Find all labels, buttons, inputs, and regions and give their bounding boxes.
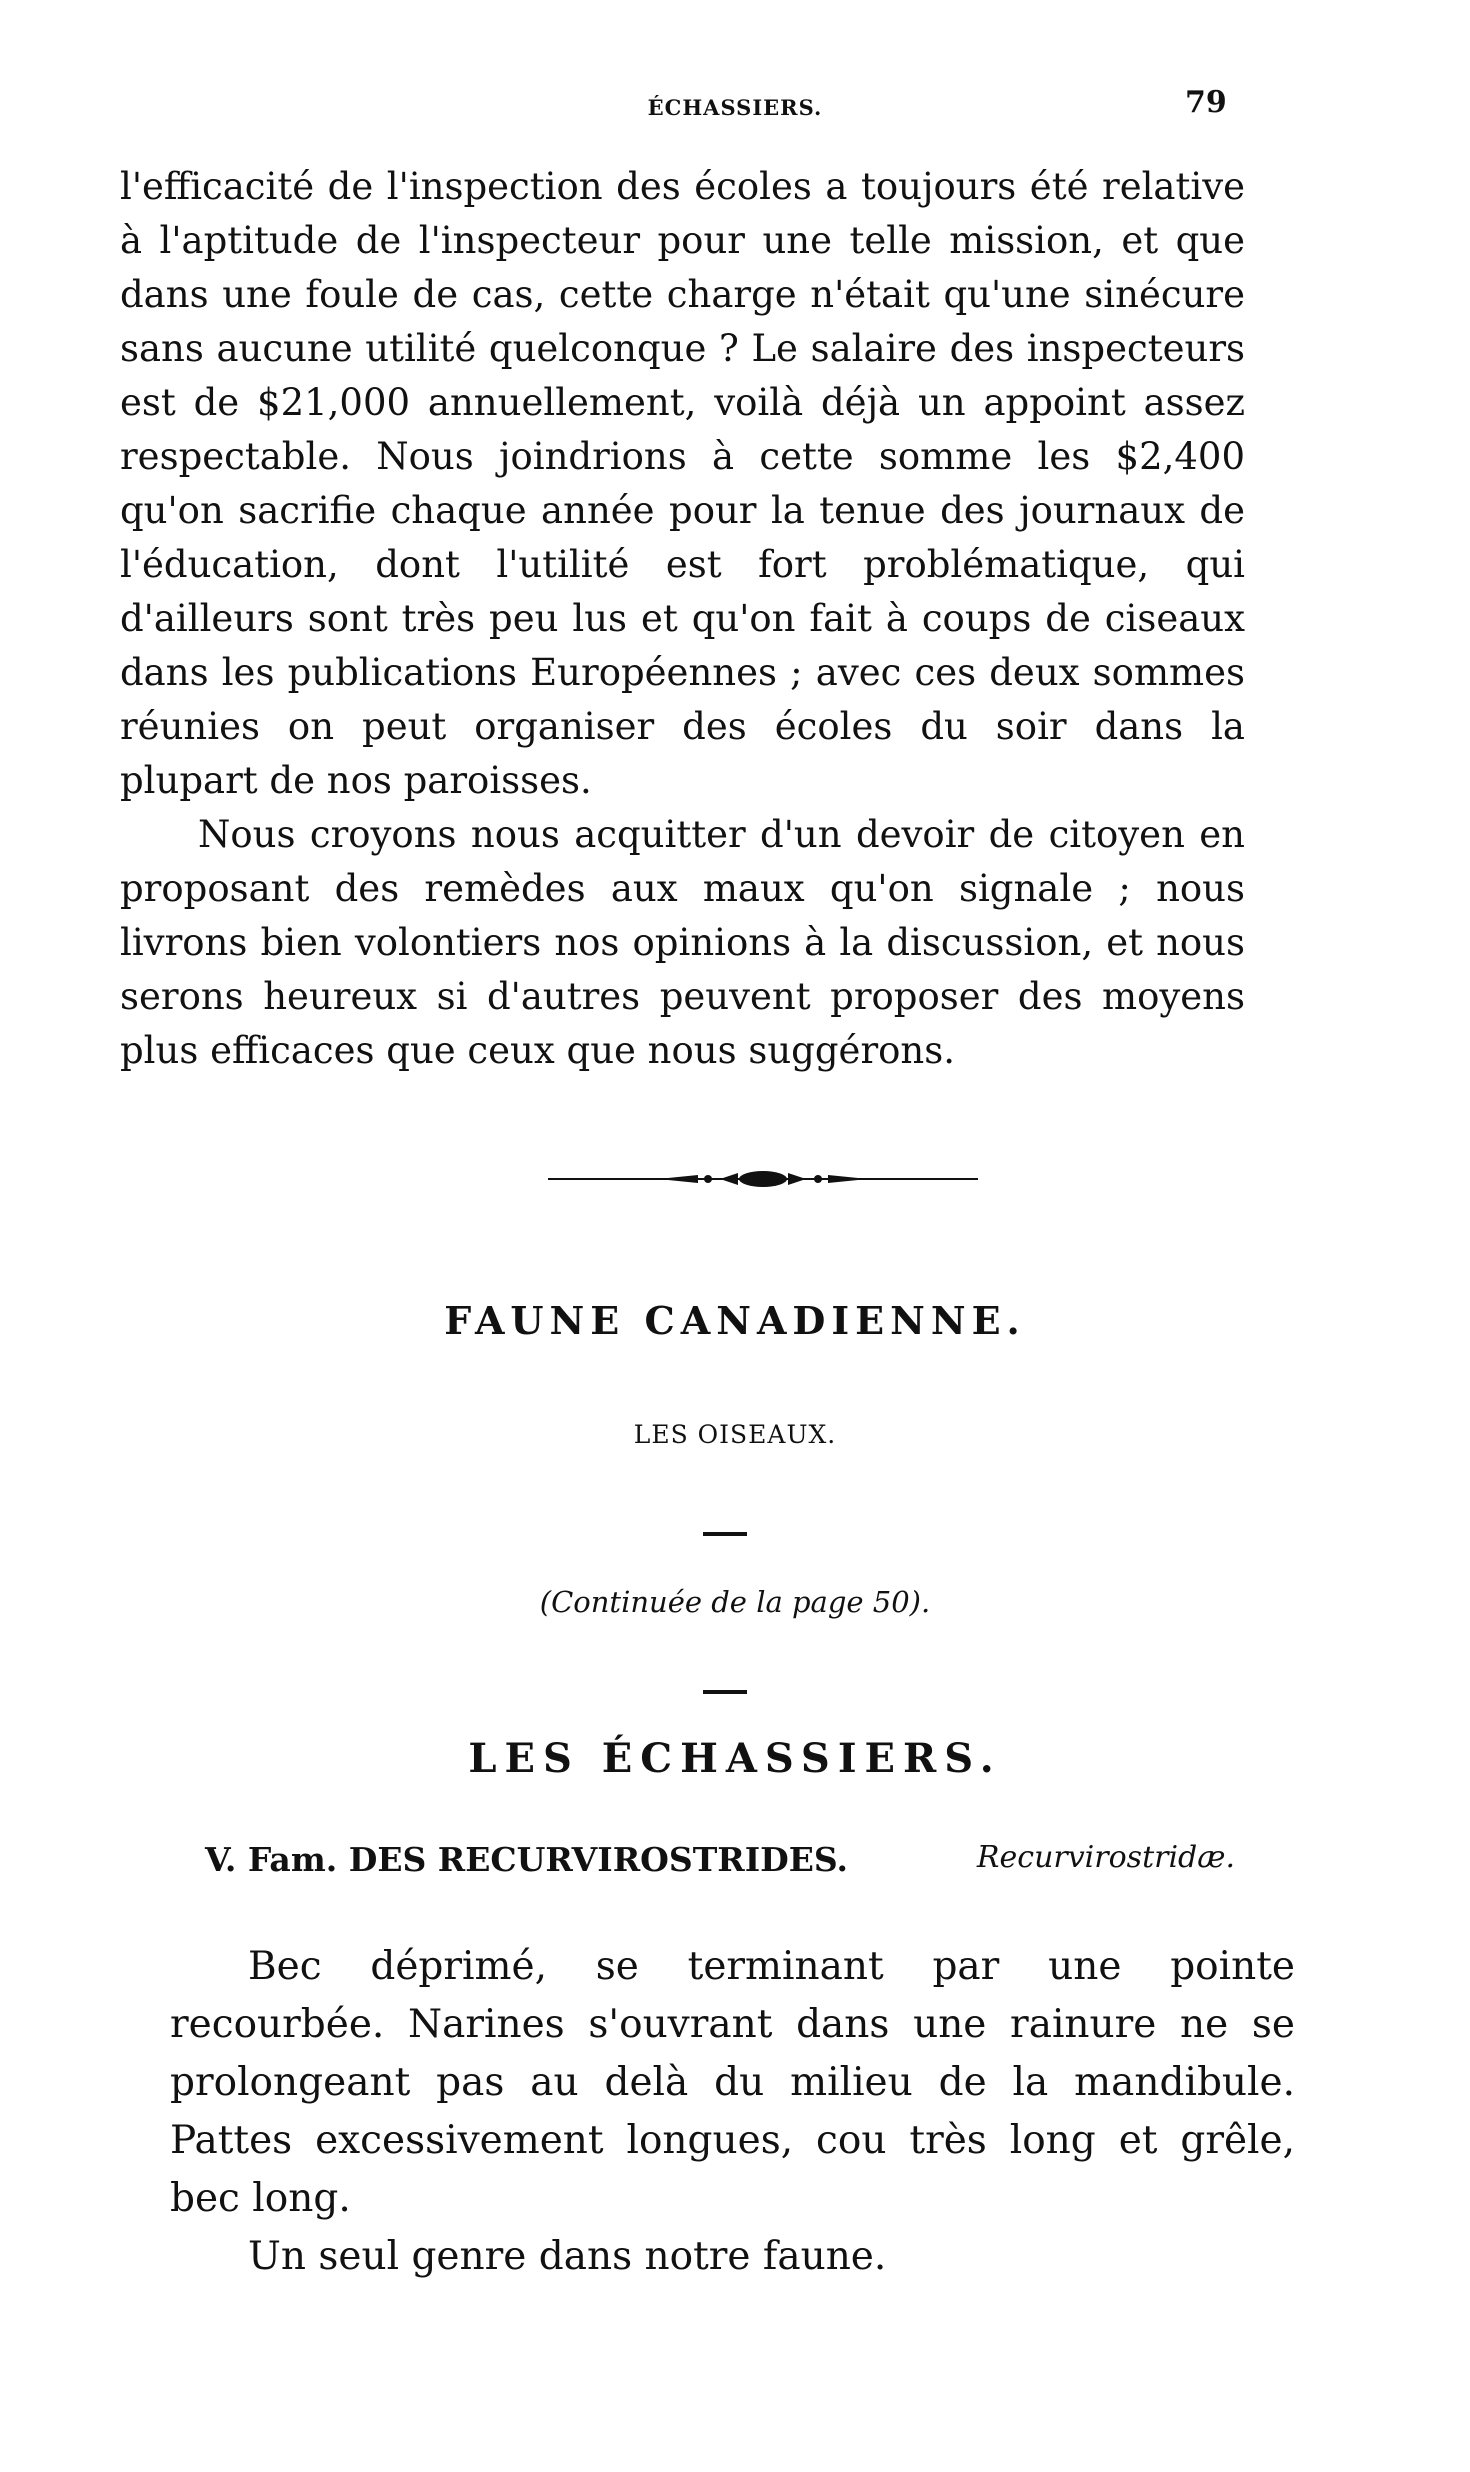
ornament-divider (548, 1168, 978, 1190)
paragraph: l'efficacité de l'inspection des écoles a toujours été relative à l'aptitude de l'inspecteur pour une telle mission, et que dans une foule de cas, cette charge n'était qu'une sinécure sans aucune utilité quelconque ? Le salaire des inspecteurs est de $21,000 annuellement, voilà déjà un appoint assez respectable. Nous joindrions à cette somme les $2,400 qu'on sacrifie chaque année pour la tenue des journaux de l'éducation, dont l'utilité est fort problématique, qui d'ailleurs sont très peu lus et qu'on fait à coups de ciseaux dans les publications Européennes ; avec ces deux sommes réunies on peut organiser des écoles du soir dans la plupart de nos paroisses. (120, 165, 1245, 802)
running-head: ÉCHASSIERS. (647, 95, 823, 120)
body-text (120, 160, 1245, 1078)
continued-note: (Continuée de la page 50). (539, 1585, 931, 1619)
family-latin-name: Recurvirostridæ. (976, 1840, 1235, 1875)
paragraph: Bec déprimé, se terminant par une pointe recourbée. Narines s'ouvrant dans une rainure ne se prolongeant pas au delà du milieu de la mandibule. Pattes excessivement longues, cou très long et grêle, bec long. (170, 1944, 1295, 2221)
order-title: LES ÉCHASSIERS. (468, 1735, 1002, 1782)
family-description (170, 1938, 1295, 2286)
paragraph: Nous croyons nous acquitter d'un devoir de citoyen en proposant des remèdes aux maux qu'on signale ; nous livrons bien volontiers nos opinions à la discussion, et nous serons heureux si d'autres peuvent proposer des moyens plus efficaces que ceux que nous suggérons. (120, 813, 1245, 1072)
section-title: FAUNE CANADIENNE. (444, 1298, 1026, 1343)
page-number: 79 (1185, 85, 1227, 120)
dash-divider (703, 1532, 747, 1536)
dash-divider (703, 1690, 747, 1694)
paragraph: Un seul genre dans notre faune. (248, 2234, 887, 2279)
section-subtitle: LES OISEAUX. (633, 1420, 837, 1449)
family-name: V. Fam. DES RECURVIROSTRIDES. (205, 1840, 849, 1879)
family-heading (205, 1840, 1265, 1879)
